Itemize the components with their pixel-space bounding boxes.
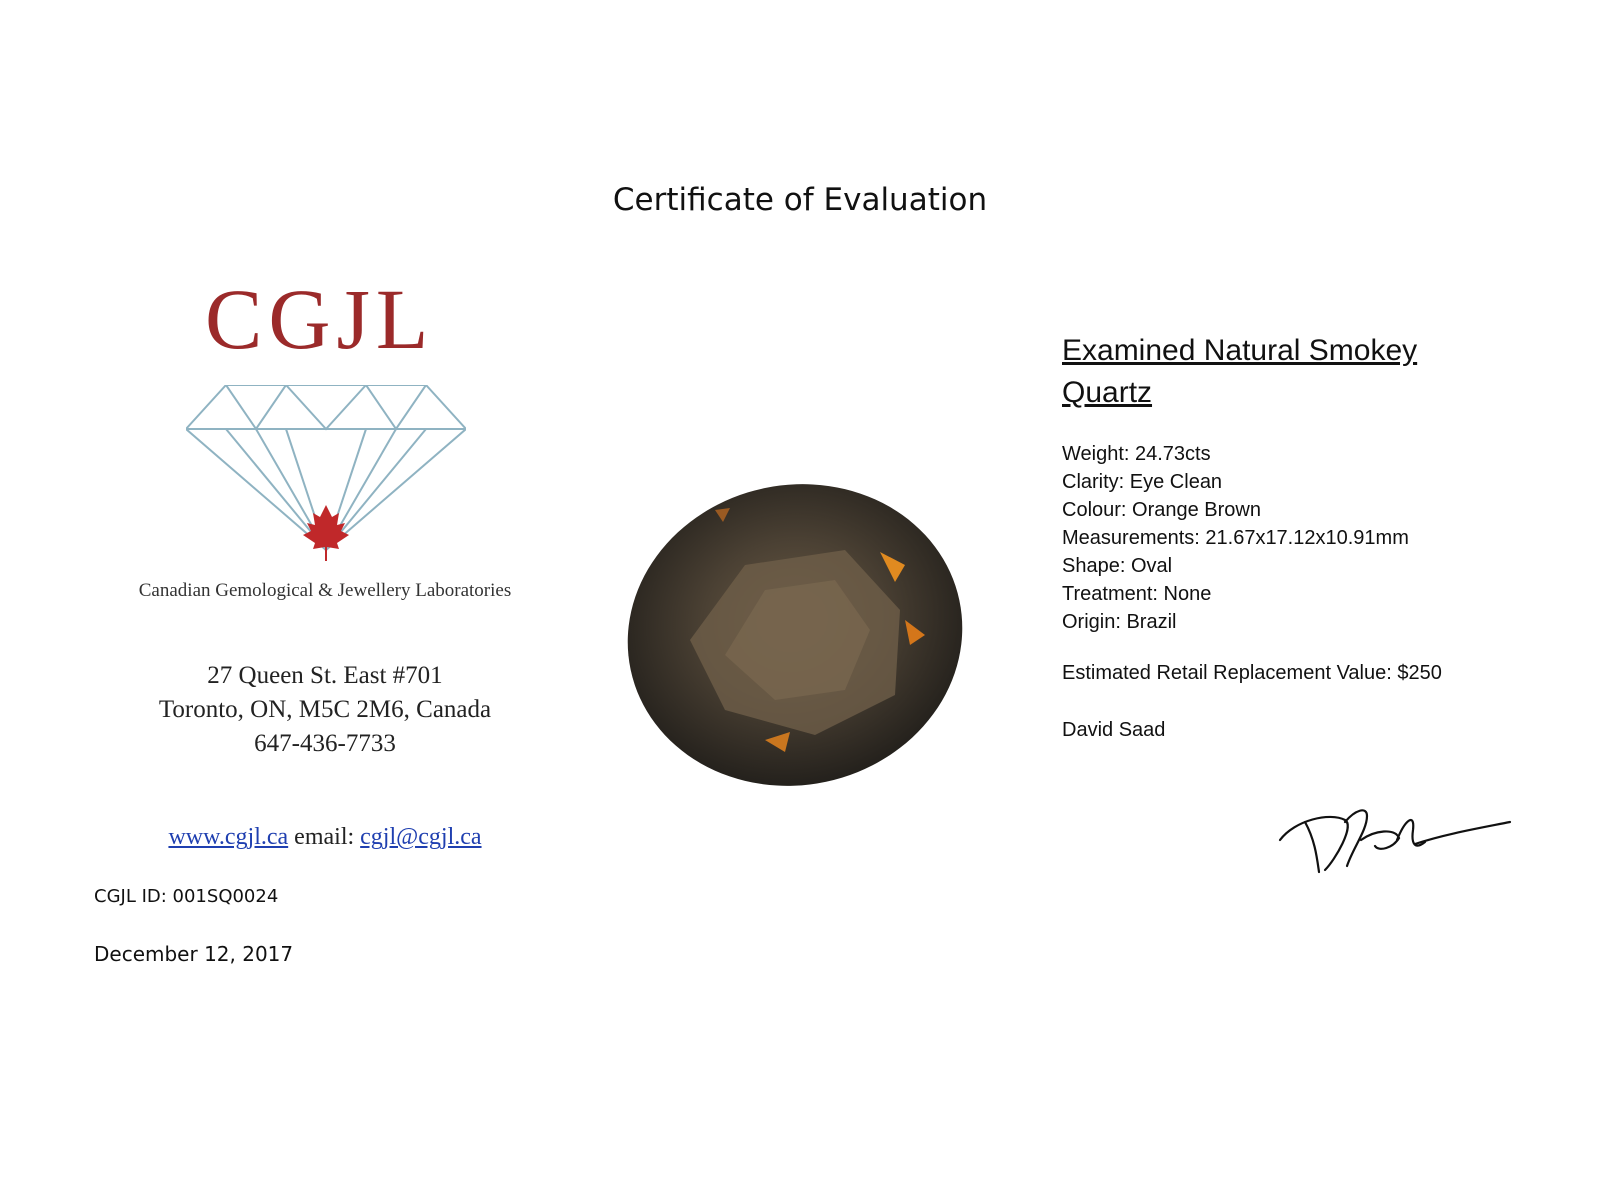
gem-heading: Examined Natural Smokey Quartz <box>1062 334 1418 409</box>
spec-weight: Weight: 24.73cts <box>1062 443 1211 465</box>
appraiser-name: David Saad <box>1062 719 1166 741</box>
lab-name: Canadian Gemological & Jewellery Laboratories <box>138 580 512 601</box>
spec-treatment: Treatment: None <box>1062 583 1212 605</box>
address-line-2: Toronto, ON, M5C 2M6, Canada <box>158 696 492 723</box>
spec-origin: Origin: Brazil <box>1062 611 1177 633</box>
smokey-quartz-gem-image <box>595 470 995 810</box>
gem-spec-list <box>1062 440 1409 636</box>
certificate-date: December 12, 2017 <box>94 942 294 966</box>
phone-number: 647-436-7733 <box>254 730 396 757</box>
maple-leaf-icon <box>303 505 349 561</box>
address-line-1: 27 Queen St. East #701 <box>207 662 443 689</box>
contact-links <box>100 824 550 851</box>
website-link[interactable]: www.cgjl.ca <box>168 824 289 850</box>
spec-clarity: Clarity: Eye Clean <box>1062 471 1223 493</box>
email-label: email: <box>294 824 355 850</box>
spec-colour: Colour: Orange Brown <box>1062 499 1261 521</box>
spec-measurements: Measurements: 21.67x17.12x10.91mm <box>1062 527 1409 549</box>
email-link[interactable]: cgjl@cgjl.ca <box>360 824 482 850</box>
diamond-maple-leaf-logo-icon <box>186 385 466 575</box>
signature-icon <box>1275 800 1515 880</box>
retail-replacement-value: Estimated Retail Replacement Value: $250 <box>1062 662 1442 684</box>
cgjl-logo-text: CGJL <box>205 271 435 367</box>
spec-shape: Shape: Oval <box>1062 555 1173 577</box>
certificate-id: CGJL ID: 001SQ0024 <box>94 886 279 907</box>
certificate-title: Certificate of Evaluation <box>612 182 988 218</box>
